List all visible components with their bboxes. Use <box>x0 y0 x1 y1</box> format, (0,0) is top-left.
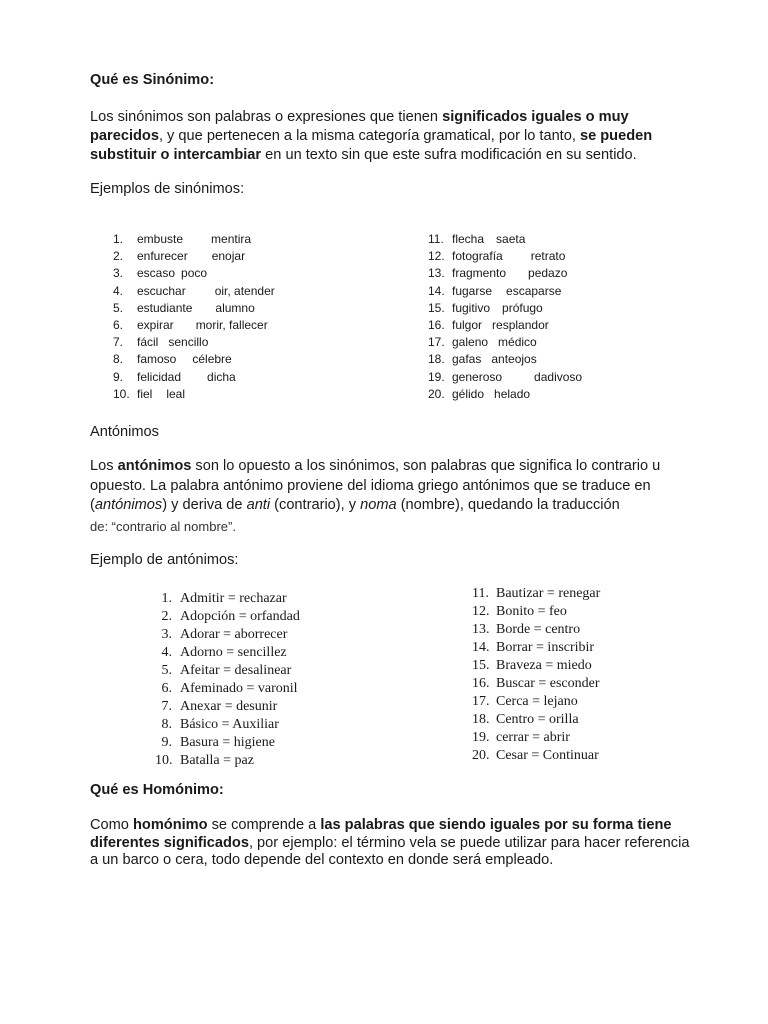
synonym-equivalent: escaparse <box>506 283 562 298</box>
synonym-equivalent: médico <box>498 335 537 350</box>
antonym-pair: Basura = higiene <box>180 735 275 750</box>
synonym-word: estudiante <box>137 300 193 315</box>
antonyms-heading: Antónimos <box>90 424 159 440</box>
synonym-word: enfurecer <box>137 249 188 264</box>
synonym-equivalent: retrato <box>530 249 566 264</box>
antonym-pair: Básico = Auxiliar <box>180 717 279 732</box>
synonym-equivalent: prófugo <box>502 300 543 315</box>
list-number: 2. <box>161 609 172 624</box>
synonym-equivalent: oir, atender <box>214 283 275 298</box>
synonyms-examples-title: Ejemplos de sinónimos: <box>90 181 245 197</box>
synonym-item <box>113 334 413 351</box>
synonym-item <box>428 231 728 248</box>
list-number: 2. <box>113 249 124 264</box>
antonym-item <box>155 662 435 680</box>
list-number: 6. <box>113 318 124 333</box>
synonym-item <box>113 317 413 334</box>
list-number: 11. <box>472 586 489 601</box>
antonym-item <box>472 585 732 603</box>
antonym-item <box>472 693 732 711</box>
homonyms-paragraph: Como homónimo se comprende a las palabras que siendo iguales por su forma tiene diferentes significados, por ejemplo: el término vela se puede utilizar para hacer referencia a un barco o cera, todo depende del contexto en donde será empleado. <box>90 817 690 868</box>
synonym-item <box>113 351 413 368</box>
antonym-pair: Adorar = aborrecer <box>180 627 288 642</box>
synonym-item <box>113 283 413 300</box>
list-number: 16. <box>472 676 490 691</box>
antonyms-examples-title: Ejemplo de antónimos: <box>90 552 239 568</box>
synonyms-list-right <box>428 231 728 403</box>
synonym-item <box>428 386 728 403</box>
antonyms-paragraph-end: de: “contrario al nombre”. <box>90 519 236 534</box>
synonyms-list-left <box>113 231 413 403</box>
list-number: 9. <box>113 369 124 384</box>
antonyms-paragraph: Los antónimos son lo opuesto a los sinónimos, son palabras que significa lo contrario u opuesto. La palabra antónimo proviene del idioma griego antónimos que se traduce en (antónimos) y deriva de anti (contrario), y noma (nombre), quedando la traducción <box>90 458 661 513</box>
antonym-item <box>472 639 732 657</box>
antonym-item <box>472 711 732 729</box>
synonym-word: fotografía <box>452 249 503 264</box>
antonym-item <box>155 716 435 734</box>
list-number: 14. <box>428 283 445 298</box>
list-number: 12. <box>472 604 490 619</box>
synonym-word: galeno <box>452 335 489 350</box>
synonym-item <box>428 265 728 282</box>
list-number: 17. <box>472 694 490 709</box>
synonym-word: fragmento <box>452 266 507 281</box>
list-number: 17. <box>428 335 445 350</box>
antonym-pair: Afeitar = desalinear <box>180 663 292 678</box>
list-number: 10. <box>113 386 130 401</box>
list-number: 7. <box>113 335 124 350</box>
synonym-equivalent: saeta <box>496 232 526 246</box>
list-number: 11. <box>428 232 444 246</box>
antonym-item <box>155 644 435 662</box>
list-number: 13. <box>428 266 445 281</box>
synonym-item <box>113 248 413 265</box>
synonym-word: fiel <box>137 386 153 401</box>
antonym-item <box>472 747 732 765</box>
antonym-pair: Braveza = miedo <box>496 658 592 673</box>
list-number: 9. <box>161 735 172 750</box>
synonym-word: expirar <box>137 318 174 333</box>
list-number: 20. <box>428 386 445 401</box>
synonym-item <box>113 265 413 282</box>
synonym-word: fulgor <box>452 318 483 333</box>
synonym-word: flecha <box>452 232 485 246</box>
list-number: 4. <box>161 645 172 660</box>
antonym-item <box>155 734 435 752</box>
antonym-item <box>155 626 435 644</box>
antonym-item <box>155 698 435 716</box>
antonym-pair: Afeminado = varonil <box>180 681 298 696</box>
antonyms-list-left <box>155 590 435 770</box>
synonym-item <box>428 283 728 300</box>
synonym-word: fugitivo <box>452 300 491 315</box>
synonym-item <box>113 369 413 386</box>
list-number: 3. <box>113 266 124 281</box>
antonym-item <box>155 680 435 698</box>
antonym-item <box>472 675 732 693</box>
list-number: 15. <box>472 658 490 673</box>
synonym-equivalent: helado <box>494 386 531 401</box>
list-number: 8. <box>161 717 172 732</box>
synonym-equivalent: morir, fallecer <box>195 318 268 333</box>
synonym-equivalent: leal <box>166 386 186 401</box>
antonyms-list-right <box>472 585 732 765</box>
list-number: 6. <box>161 681 172 696</box>
antonym-pair: Adorno = sencillez <box>180 645 287 660</box>
synonym-item <box>428 317 728 334</box>
list-number: 3. <box>161 627 172 642</box>
synonym-equivalent: pedazo <box>528 266 568 281</box>
list-number: 18. <box>472 712 490 727</box>
list-number: 15. <box>428 300 445 315</box>
synonym-item <box>428 248 728 265</box>
list-number: 12. <box>428 249 445 264</box>
antonym-pair: Borrar = inscribir <box>496 640 595 655</box>
synonym-word: generoso <box>452 369 503 384</box>
antonym-pair: Cerca = lejano <box>496 694 578 709</box>
synonym-item <box>428 300 728 317</box>
synonym-equivalent: sencillo <box>168 335 209 350</box>
antonym-pair: Admitir = rechazar <box>180 591 287 606</box>
antonym-pair: Bonito = feo <box>496 604 567 619</box>
list-number: 10. <box>155 753 173 768</box>
antonym-pair: Buscar = esconder <box>496 676 600 691</box>
synonym-word: fácil <box>137 335 159 350</box>
synonym-item <box>428 334 728 351</box>
antonym-pair: Adopción = orfandad <box>180 609 300 624</box>
list-number: 14. <box>472 640 490 655</box>
synonym-word: felicidad <box>137 369 182 384</box>
antonym-item <box>155 608 435 626</box>
synonyms-heading: Qué es Sinónimo: <box>90 72 215 88</box>
synonym-item <box>113 386 413 403</box>
synonym-equivalent: dadivoso <box>534 369 583 384</box>
synonym-word: famoso <box>137 352 177 367</box>
synonym-equivalent: dicha <box>207 369 236 384</box>
synonym-equivalent: poco <box>181 266 208 281</box>
list-number: 19. <box>472 730 490 745</box>
list-number: 20. <box>472 748 490 763</box>
list-number: 8. <box>113 352 124 367</box>
synonym-equivalent: enojar <box>211 249 246 264</box>
antonym-pair: Bautizar = renegar <box>496 586 601 601</box>
list-number: 1. <box>161 591 172 606</box>
antonym-item <box>472 621 732 639</box>
synonym-item <box>428 351 728 368</box>
list-number: 16. <box>428 318 445 333</box>
list-number: 7. <box>161 699 172 714</box>
list-number: 5. <box>161 663 172 678</box>
antonym-item <box>155 590 435 608</box>
homonyms-heading: Qué es Homónimo: <box>90 782 224 798</box>
antonym-item <box>472 729 732 747</box>
synonym-equivalent: anteojos <box>491 352 537 367</box>
synonym-word: escuchar <box>137 283 186 298</box>
list-number: 1. <box>113 232 124 246</box>
synonym-word: fugarse <box>452 283 493 298</box>
antonym-item <box>155 752 435 770</box>
synonym-item <box>113 231 413 248</box>
antonym-pair: Anexar = desunir <box>180 699 278 714</box>
synonym-word: escaso <box>137 266 176 281</box>
list-number: 5. <box>113 300 124 315</box>
synonym-word: embuste <box>137 232 184 246</box>
synonym-equivalent: alumno <box>215 300 255 315</box>
antonym-item <box>472 603 732 621</box>
antonym-pair: Cesar = Continuar <box>496 748 599 763</box>
antonym-pair: Centro = orilla <box>496 712 579 727</box>
synonym-equivalent: resplandor <box>492 318 549 333</box>
antonym-pair: Batalla = paz <box>180 753 254 768</box>
synonym-item <box>428 369 728 386</box>
synonym-item <box>113 300 413 317</box>
antonym-pair: Borde = centro <box>496 622 581 637</box>
antonym-item <box>472 657 732 675</box>
synonyms-intro: Los sinónimos son palabras o expresiones que tienen significados iguales o muy parecidos, y que pertenecen a la misma categoría gramatical, por lo tanto, se pueden substituir o intercambiar en un texto sin que este sufra modificación en su sentido. <box>90 109 653 163</box>
list-number: 18. <box>428 352 445 367</box>
list-number: 4. <box>113 283 124 298</box>
synonym-word: gafas <box>452 352 482 367</box>
synonym-equivalent: mentira <box>211 232 252 246</box>
synonym-word: gélido <box>452 386 485 401</box>
list-number: 19. <box>428 369 445 384</box>
antonym-pair: cerrar = abrir <box>496 730 570 745</box>
synonym-equivalent: célebre <box>192 352 232 367</box>
list-number: 13. <box>472 622 490 637</box>
